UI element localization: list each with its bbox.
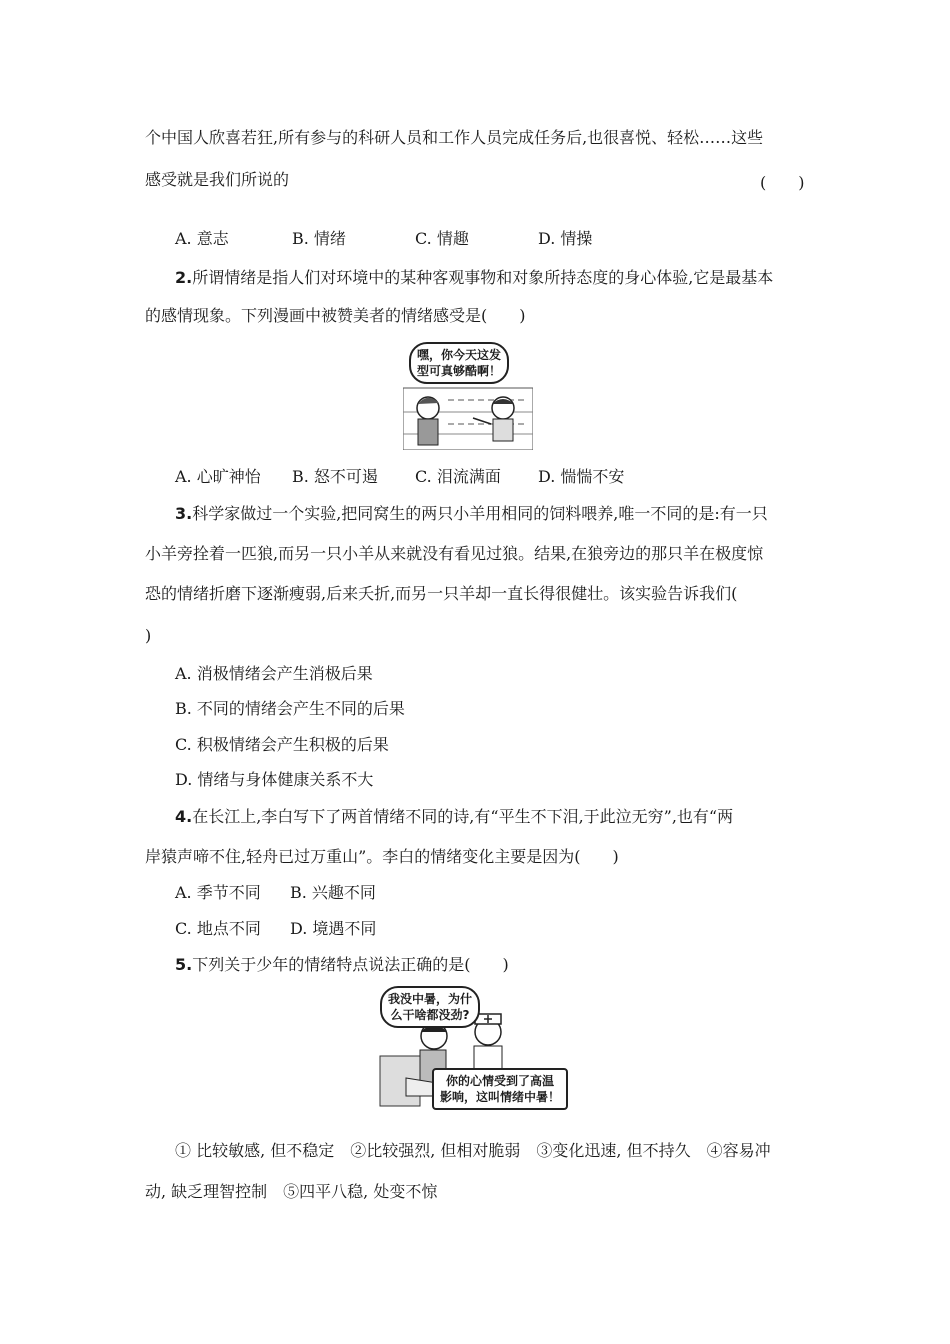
- q2-bubble-line1: 嘿，你今天这发: [417, 348, 502, 362]
- q3-number: 3.: [175, 504, 193, 523]
- q5-statements-line2: 动, 缺乏理智控制 ⑤四平八稳, 处变不惊: [145, 1182, 438, 1201]
- q1-answer-paren: ( ): [760, 173, 805, 192]
- q4-option-d[interactable]: D. 境遇不同: [290, 919, 377, 938]
- q5-statements-line1: ① 比较敏感, 但不稳定 ②比较强烈, 但相对脆弱 ③变化迅速, 但不持久 ④容易冲: [175, 1141, 771, 1160]
- q2-stem-line2: 的感情现象。下列漫画中被赞美者的情绪感受是( ): [145, 306, 526, 325]
- q5-bubble2-line2: 影响，这叫情绪中暑！: [440, 1090, 561, 1104]
- q4-stem-text1: 在长江上,李白写下了两首情绪不同的诗,有“平生不下泪,于此泣无穷”,也有“两: [192, 807, 734, 826]
- q4-stem-line1: [175, 807, 835, 827]
- q4-stem-line2: 岸猿声啼不住,轻舟已过万重山”。李白的情绪变化主要是因为( ): [145, 847, 619, 866]
- q2-speech-bubble: [409, 342, 509, 384]
- q2-bubble-line2: 型可真够酷啊！: [417, 364, 502, 378]
- q5-bubble1-line1: 我没中暑，为什: [388, 992, 473, 1006]
- q3-option-d[interactable]: D. 情绪与身体健康关系不大: [175, 770, 374, 789]
- q5-speech-bubble-1: [380, 986, 480, 1028]
- q4-number: 4.: [175, 807, 193, 826]
- q1-stem-line2: 感受就是我们所说的: [145, 170, 290, 189]
- q2-option-b[interactable]: B. 怒不可遏: [292, 467, 378, 486]
- q3-stem-line1: [175, 504, 835, 524]
- q3-option-c[interactable]: C. 积极情绪会产生积极的后果: [175, 735, 389, 754]
- q3-stem-line4: ): [145, 626, 152, 645]
- q1-option-a[interactable]: A. 意志: [175, 229, 229, 248]
- q3-option-a[interactable]: A. 消极情绪会产生消极后果: [175, 664, 373, 683]
- q5-bubble2-line1: 你的心情受到了高温: [446, 1074, 555, 1088]
- q2-option-c[interactable]: C. 泪流满面: [415, 467, 501, 486]
- q5-stem-text1: 下列关于少年的情绪特点说法正确的是( ): [192, 955, 509, 974]
- q1-option-d[interactable]: D. 情操: [538, 229, 593, 248]
- q2-option-d[interactable]: D. 惴惴不安: [538, 467, 625, 486]
- q5-bubble1-line2: 么干啥都没劲?: [390, 1008, 470, 1022]
- q3-stem-line2: 小羊旁拴着一匹狼,而另一只小羊从来就没有看见过狼。结果,在狼旁边的那只羊在极度惊: [145, 544, 764, 563]
- q1-option-b[interactable]: B. 情绪: [292, 229, 346, 248]
- q2-stem-line1: [175, 268, 835, 288]
- q3-option-b[interactable]: B. 不同的情绪会产生不同的后果: [175, 699, 405, 718]
- q5-number: 5.: [175, 955, 193, 974]
- q2-number: 2.: [175, 268, 193, 287]
- q3-stem-text1: 科学家做过一个实验,把同窝生的两只小羊用相同的饲料喂养,唯一不同的是:有一只: [192, 504, 768, 523]
- q5-speech-bubble-2: [432, 1068, 568, 1110]
- q4-option-b[interactable]: B. 兴趣不同: [290, 883, 376, 902]
- q3-stem-line3: 恐的情绪折磨下逐渐瘦弱,后来夭折,而另一只羊却一直长得很健壮。该实验告诉我们(: [145, 584, 738, 603]
- q5-comic: [376, 986, 586, 1110]
- q2-comic: [403, 340, 533, 450]
- q4-option-c[interactable]: C. 地点不同: [175, 919, 261, 938]
- q5-stem-line1: [175, 955, 835, 975]
- q1-option-c[interactable]: C. 情趣: [415, 229, 469, 248]
- q1-stem-line1: 个中国人欣喜若狂,所有参与的科研人员和工作人员完成任务后,也很喜悦、轻松……这些: [145, 128, 764, 147]
- q2-option-a[interactable]: A. 心旷神怡: [175, 467, 261, 486]
- q2-stem-text1: 所谓情绪是指人们对环境中的某种客观事物和对象所持态度的身心体验,它是最基本: [192, 268, 774, 287]
- q4-option-a[interactable]: A. 季节不同: [175, 883, 261, 902]
